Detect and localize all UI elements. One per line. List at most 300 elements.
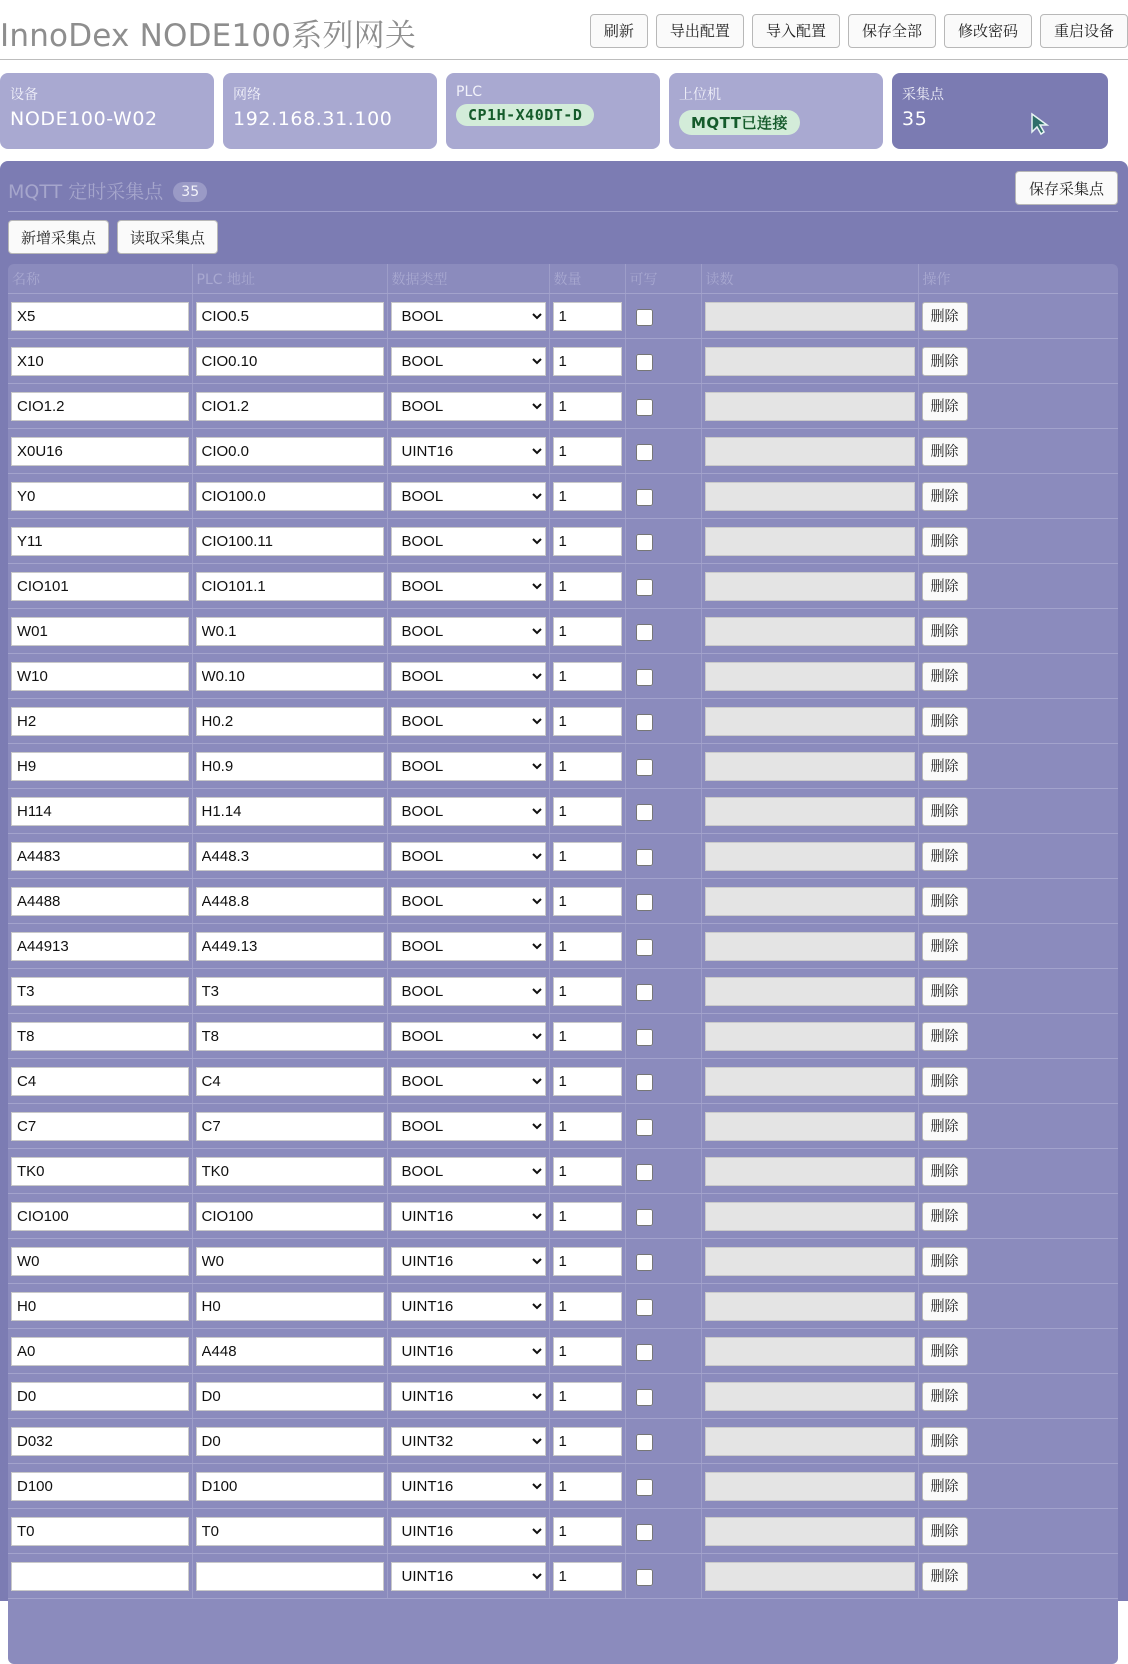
cell-name [8,924,192,969]
cell-plc-address [192,474,387,519]
cell-data-type [387,1149,549,1194]
plc-address-input[interactable] [196,1157,384,1186]
cell-quantity [549,879,625,924]
writable-checkbox[interactable] [636,1569,653,1586]
point-name-input[interactable] [11,662,189,691]
cell-data-type [387,1194,549,1239]
delete-point-button[interactable]: 删除 [922,1517,968,1546]
writable-checkbox[interactable] [636,759,653,776]
cell-reading [701,744,918,789]
cell-quantity [549,294,625,339]
plc-address-input[interactable] [196,1112,384,1141]
cell-data-type [387,474,549,519]
quantity-input[interactable] [553,842,622,871]
plc-address-input[interactable] [196,752,384,781]
delete-point-button[interactable]: 删除 [922,1157,968,1186]
writable-checkbox[interactable] [636,669,653,686]
reading-display [705,662,915,691]
writable-checkbox[interactable] [636,1209,653,1226]
point-name-input[interactable] [11,347,189,376]
cell-name [8,789,192,834]
quantity-input[interactable] [553,1112,622,1141]
quantity-input[interactable] [553,662,622,691]
writable-checkbox[interactable] [636,1254,653,1271]
point-name-input[interactable] [11,1472,189,1501]
quantity-input[interactable] [553,572,622,601]
plc-address-input[interactable] [196,1022,384,1051]
data-type-select[interactable] [391,347,546,376]
delete-point-button[interactable]: 删除 [922,1472,968,1501]
quantity-input[interactable] [553,1202,622,1231]
delete-point-button[interactable]: 删除 [922,887,968,916]
point-name-input[interactable] [11,392,189,421]
cell-reading [701,969,918,1014]
cell-name [8,1149,192,1194]
delete-point-button[interactable]: 删除 [922,662,968,691]
cell-actions [918,789,1118,834]
delete-point-button[interactable]: 删除 [922,1382,968,1411]
cell-reading [701,1194,918,1239]
point-name-input[interactable] [11,1067,189,1096]
delete-point-button[interactable]: 删除 [922,797,968,826]
data-type-select[interactable] [391,1472,546,1501]
cell-writable [625,1059,701,1104]
cell-actions [918,1464,1118,1509]
reading-display [705,1067,915,1096]
data-type-select[interactable] [391,1157,546,1186]
table-header-row [8,264,1118,294]
plc-address-input[interactable] [196,842,384,871]
point-name-input[interactable] [11,1562,189,1591]
reading-display [705,1112,915,1141]
data-type-select[interactable] [391,302,546,331]
point-name-input[interactable] [11,1292,189,1321]
data-type-select[interactable] [391,1562,546,1591]
writable-checkbox[interactable] [636,804,653,821]
cell-quantity [549,744,625,789]
cell-name [8,1059,192,1104]
status-card-points[interactable] [892,73,1108,149]
delete-point-button[interactable]: 删除 [922,1247,968,1276]
data-type-select[interactable] [391,617,546,646]
plc-address-input[interactable] [196,1562,384,1591]
delete-point-button[interactable]: 删除 [922,572,968,601]
plc-address-input[interactable] [196,1472,384,1501]
quantity-input[interactable] [553,392,622,421]
quantity-input[interactable] [553,797,622,826]
plc-address-input[interactable] [196,1382,384,1411]
card-label: 设备 [10,87,38,103]
cell-data-type [387,1104,549,1149]
table-row [8,474,1118,519]
data-type-select[interactable] [391,437,546,466]
writable-checkbox[interactable] [636,1029,653,1046]
data-type-select[interactable] [391,1067,546,1096]
cell-data-type [387,564,549,609]
cell-actions [918,1374,1118,1419]
writable-checkbox[interactable] [636,984,653,1001]
plc-address-input[interactable] [196,797,384,826]
delete-point-button[interactable]: 删除 [922,392,968,421]
delete-point-button[interactable]: 删除 [922,437,968,466]
column-header-data-type: 数据类型 [387,264,549,294]
cell-quantity [549,339,625,384]
cell-quantity [549,1239,625,1284]
cell-name [8,969,192,1014]
table-row [8,834,1118,879]
quantity-input[interactable] [553,347,622,376]
plc-address-input[interactable] [196,302,384,331]
cell-data-type [387,654,549,699]
table-row [8,294,1118,339]
cell-reading [701,1419,918,1464]
point-name-input[interactable] [11,1022,189,1051]
cell-plc-address [192,1419,387,1464]
cell-quantity [549,1464,625,1509]
cell-writable [625,1419,701,1464]
cell-actions [918,1149,1118,1194]
card-value: NODE100-W02 [10,108,158,130]
import-config-button[interactable]: 导入配置 [752,14,840,48]
writable-checkbox[interactable] [636,714,653,731]
point-name-input[interactable] [11,527,189,556]
reading-display [705,302,915,331]
point-name-input[interactable] [11,1247,189,1276]
quantity-input[interactable] [553,1562,622,1591]
writable-checkbox[interactable] [636,1164,653,1181]
quantity-input[interactable] [553,437,622,466]
delete-point-button[interactable]: 删除 [922,1022,968,1051]
point-name-input[interactable] [11,887,189,916]
cell-writable [625,564,701,609]
cell-name [8,744,192,789]
save-all-button[interactable]: 保存全部 [848,14,936,48]
quantity-input[interactable] [553,1337,622,1366]
point-name-input[interactable] [11,437,189,466]
cell-data-type [387,1464,549,1509]
cell-reading [701,474,918,519]
table-row [8,1284,1118,1329]
cell-actions [918,474,1118,519]
data-type-select[interactable] [391,1202,546,1231]
delete-point-button[interactable]: 删除 [922,1112,968,1141]
cell-data-type [387,519,549,564]
point-name-input[interactable] [11,1517,189,1546]
plc-address-input[interactable] [196,392,384,421]
save-points-button[interactable]: 保存采集点 [1015,171,1118,205]
plc-address-input[interactable] [196,347,384,376]
cell-data-type [387,1509,549,1554]
writable-checkbox[interactable] [636,579,653,596]
reading-display [705,347,915,376]
delete-point-button[interactable]: 删除 [922,842,968,871]
plc-address-input[interactable] [196,1337,384,1366]
point-name-input[interactable] [11,1157,189,1186]
cell-writable [625,879,701,924]
quantity-input[interactable] [553,1427,622,1456]
table-row [8,564,1118,609]
plc-address-input[interactable] [196,1067,384,1096]
writable-checkbox[interactable] [636,1119,653,1136]
point-name-input[interactable] [11,572,189,601]
cell-data-type [387,384,549,429]
delete-point-button[interactable]: 删除 [922,347,968,376]
plc-address-input[interactable] [196,707,384,736]
quantity-input[interactable] [553,707,622,736]
writable-checkbox[interactable] [636,489,653,506]
cell-name [8,609,192,654]
plc-address-input[interactable] [196,1517,384,1546]
writable-checkbox[interactable] [636,399,653,416]
data-type-select[interactable] [391,1112,546,1141]
writable-checkbox[interactable] [636,309,653,326]
delete-point-button[interactable]: 删除 [922,482,968,511]
data-type-select[interactable] [391,842,546,871]
table-row [8,519,1118,564]
data-type-select[interactable] [391,1292,546,1321]
reading-display [705,572,915,601]
point-name-input[interactable] [11,752,189,781]
quantity-input[interactable] [553,752,622,781]
card-value: 192.168.31.100 [233,108,393,130]
data-type-select[interactable] [391,392,546,421]
reading-display [705,1517,915,1546]
quantity-input[interactable] [553,482,622,511]
plc-address-input[interactable] [196,662,384,691]
delete-point-button[interactable]: 删除 [922,1292,968,1321]
delete-point-button[interactable]: 删除 [922,707,968,736]
column-header-plc-address: PLC 地址 [192,264,387,294]
writable-checkbox[interactable] [636,1299,653,1316]
data-type-select[interactable] [391,572,546,601]
cell-name [8,1104,192,1149]
quantity-input[interactable] [553,1247,622,1276]
delete-point-button[interactable]: 删除 [922,752,968,781]
delete-point-button[interactable]: 删除 [922,1427,968,1456]
cell-actions [918,654,1118,699]
data-type-select[interactable] [391,1337,546,1366]
writable-checkbox[interactable] [636,534,653,551]
cell-actions [918,1014,1118,1059]
point-name-input[interactable] [11,302,189,331]
data-type-select[interactable] [391,707,546,736]
cell-name [8,564,192,609]
writable-checkbox[interactable] [636,1389,653,1406]
point-name-input[interactable] [11,707,189,736]
cell-plc-address [192,654,387,699]
change-password-button[interactable]: 修改密码 [944,14,1032,48]
points-count-badge: 35 [173,182,207,202]
reading-display [705,707,915,736]
reading-display [705,1382,915,1411]
reading-display [705,932,915,961]
data-type-select[interactable] [391,1517,546,1546]
plc-address-input[interactable] [196,1427,384,1456]
delete-point-button[interactable]: 删除 [922,617,968,646]
cell-plc-address [192,879,387,924]
quantity-input[interactable] [553,1157,622,1186]
cell-quantity [549,969,625,1014]
quantity-input[interactable] [553,1292,622,1321]
card-label: PLC [456,84,483,100]
cell-reading [701,609,918,654]
quantity-input[interactable] [553,1382,622,1411]
writable-checkbox[interactable] [636,939,653,956]
table-row [8,1329,1118,1374]
quantity-input[interactable] [553,302,622,331]
reading-display [705,842,915,871]
table-row [8,609,1118,654]
cell-plc-address [192,294,387,339]
cell-quantity [549,1509,625,1554]
column-header-writable: 可写 [625,264,701,294]
cell-name [8,834,192,879]
plc-address-input[interactable] [196,1247,384,1276]
plc-address-input[interactable] [196,617,384,646]
delete-point-button[interactable]: 删除 [922,1337,968,1366]
cell-name [8,654,192,699]
cell-quantity [549,1419,625,1464]
point-name-input[interactable] [11,1337,189,1366]
data-type-select[interactable] [391,1427,546,1456]
data-type-select[interactable] [391,977,546,1006]
delete-point-button[interactable]: 删除 [922,527,968,556]
writable-checkbox[interactable] [636,1479,653,1496]
cell-data-type [387,699,549,744]
delete-point-button[interactable]: 删除 [922,302,968,331]
cell-data-type [387,924,549,969]
point-name-input[interactable] [11,932,189,961]
cell-name [8,1194,192,1239]
data-type-select[interactable] [391,752,546,781]
cell-plc-address [192,384,387,429]
cell-reading [701,519,918,564]
quantity-input[interactable] [553,932,622,961]
plc-address-input[interactable] [196,932,384,961]
cell-writable [625,1104,701,1149]
plc-address-input[interactable] [196,527,384,556]
point-name-input[interactable] [11,617,189,646]
cell-reading [701,1554,918,1599]
writable-checkbox[interactable] [636,894,653,911]
point-name-input[interactable] [11,1202,189,1231]
table-row [8,924,1118,969]
quantity-input[interactable] [553,617,622,646]
plc-address-input[interactable] [196,437,384,466]
refresh-button[interactable]: 刷新 [590,14,648,48]
points-table-container [8,264,1118,1664]
column-header-name: 名称 [8,264,192,294]
cell-quantity [549,834,625,879]
data-type-select[interactable] [391,662,546,691]
cell-name [8,879,192,924]
data-type-select[interactable] [391,1022,546,1051]
plc-address-input[interactable] [196,887,384,916]
data-type-select[interactable] [391,482,546,511]
card-label: 上位机 [679,87,721,103]
writable-checkbox[interactable] [636,1074,653,1091]
data-type-select[interactable] [391,887,546,916]
writable-checkbox[interactable] [636,444,653,461]
cell-name [8,699,192,744]
points-table [8,264,1118,1599]
quantity-input[interactable] [553,1022,622,1051]
point-name-input[interactable] [11,1382,189,1411]
data-type-select[interactable] [391,1247,546,1276]
quantity-input[interactable] [553,1472,622,1501]
plc-address-input[interactable] [196,482,384,511]
point-name-input[interactable] [11,1112,189,1141]
point-name-input[interactable] [11,842,189,871]
point-name-input[interactable] [11,1427,189,1456]
delete-point-button[interactable]: 删除 [922,932,968,961]
cell-data-type [387,1374,549,1419]
card-label: 网络 [233,87,261,103]
cell-data-type [387,1239,549,1284]
cell-actions [918,699,1118,744]
point-name-input[interactable] [11,797,189,826]
delete-point-button[interactable]: 删除 [922,1562,968,1591]
delete-point-button[interactable]: 删除 [922,1067,968,1096]
cell-quantity [549,609,625,654]
data-type-select[interactable] [391,1382,546,1411]
plc-address-input[interactable] [196,977,384,1006]
quantity-input[interactable] [553,887,622,916]
cell-writable [625,1509,701,1554]
quantity-input[interactable] [553,1517,622,1546]
cell-reading [701,294,918,339]
delete-point-button[interactable]: 删除 [922,1202,968,1231]
cell-writable [625,1194,701,1239]
quantity-input[interactable] [553,527,622,556]
cell-plc-address [192,1239,387,1284]
card-value: 35 [902,108,928,130]
read-points-button[interactable]: 读取采集点 [117,220,218,254]
delete-point-button[interactable]: 删除 [922,977,968,1006]
export-config-button[interactable]: 导出配置 [656,14,744,48]
writable-checkbox[interactable] [636,1344,653,1361]
writable-checkbox[interactable] [636,849,653,866]
cell-actions [918,1509,1118,1554]
cell-plc-address [192,969,387,1014]
plc-address-input[interactable] [196,1202,384,1231]
plc-address-input[interactable] [196,572,384,601]
data-type-select[interactable] [391,932,546,961]
top-bar [0,0,1128,60]
quantity-input[interactable] [553,977,622,1006]
cell-quantity [549,1284,625,1329]
cell-writable [625,789,701,834]
point-name-input[interactable] [11,977,189,1006]
cell-reading [701,429,918,474]
writable-checkbox[interactable] [636,354,653,371]
restart-device-button[interactable]: 重启设备 [1040,14,1128,48]
data-type-select[interactable] [391,527,546,556]
table-row [8,1509,1118,1554]
writable-checkbox[interactable] [636,624,653,641]
cell-name [8,1464,192,1509]
add-point-button[interactable]: 新增采集点 [8,220,109,254]
cell-actions [918,744,1118,789]
plc-address-input[interactable] [196,1292,384,1321]
cell-plc-address [192,834,387,879]
cell-plc-address [192,789,387,834]
writable-checkbox[interactable] [636,1434,653,1451]
data-type-select[interactable] [391,797,546,826]
quantity-input[interactable] [553,1067,622,1096]
writable-checkbox[interactable] [636,1524,653,1541]
point-name-input[interactable] [11,482,189,511]
